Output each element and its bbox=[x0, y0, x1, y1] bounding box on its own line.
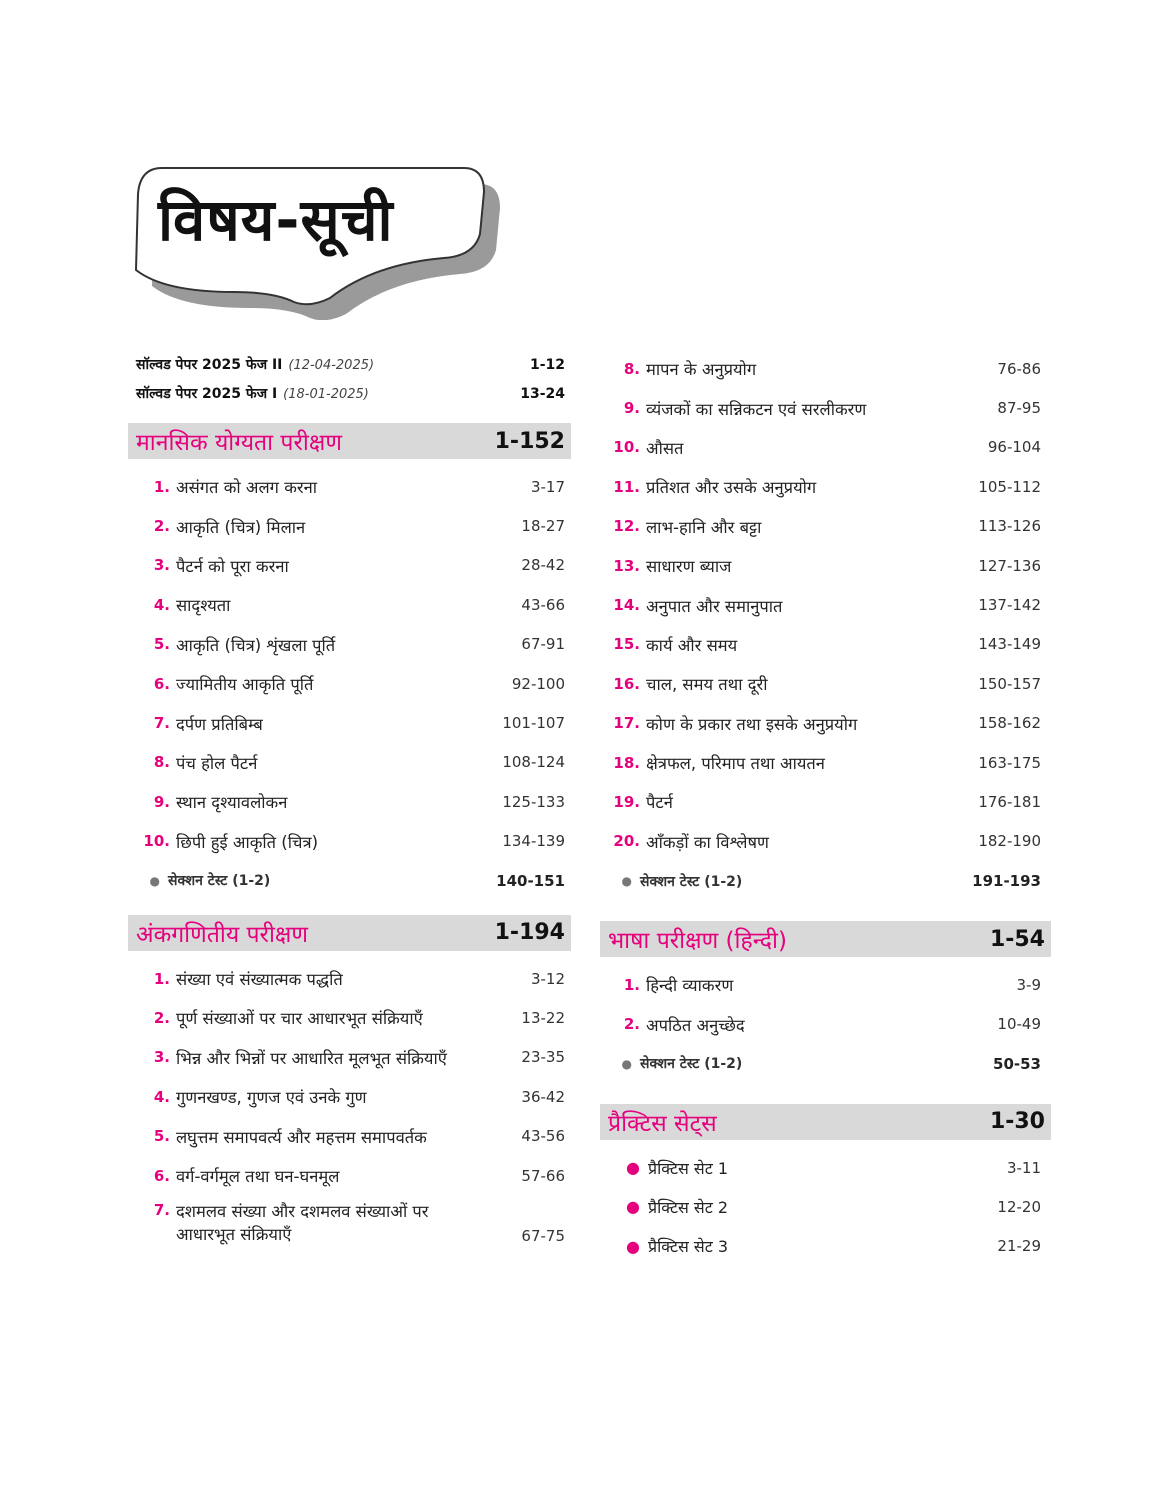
item-label: स्थान दृश्यावलोकन bbox=[176, 793, 288, 813]
solved-paper-pages: 13-24 bbox=[520, 386, 565, 402]
item-label: पैटर्न को पूरा करना bbox=[176, 556, 289, 576]
item-label: प्रतिशत और उसके अनुप्रयोग bbox=[646, 478, 817, 498]
item-number: 20. bbox=[613, 832, 640, 851]
item-pages: 140-151 bbox=[496, 871, 565, 890]
item-number: 11. bbox=[613, 477, 640, 496]
item-number: 18. bbox=[613, 753, 640, 772]
item-number: 10. bbox=[143, 832, 170, 851]
item-pages: 3-12 bbox=[530, 969, 565, 988]
toc-item[interactable] bbox=[600, 743, 1051, 782]
practice-list bbox=[600, 1148, 1051, 1266]
item-pages: 182-190 bbox=[978, 832, 1041, 851]
item-pages: 150-157 bbox=[978, 674, 1041, 693]
item-label: औसत bbox=[646, 438, 684, 458]
item-number: 7. bbox=[153, 714, 170, 733]
item-pages: 125-133 bbox=[502, 792, 565, 811]
toc-item[interactable] bbox=[600, 625, 1051, 664]
section-header-language[interactable] bbox=[600, 921, 1051, 957]
item-label: लघुत्तम समापवर्त्य और महत्तम समापवर्तक bbox=[176, 1127, 427, 1147]
left-column bbox=[128, 355, 571, 1249]
bullet-icon: ● bbox=[626, 1197, 640, 1217]
item-pages: 191-193 bbox=[972, 872, 1041, 891]
toc-item[interactable] bbox=[128, 1038, 571, 1077]
toc-item[interactable] bbox=[600, 467, 1051, 506]
toc-item[interactable] bbox=[128, 546, 571, 585]
toc-item[interactable] bbox=[128, 1195, 571, 1249]
item-number: 5. bbox=[153, 1127, 170, 1146]
item-pages: 108-124 bbox=[502, 753, 565, 772]
item-label bbox=[176, 1199, 521, 1245]
item-label: दर्पण प्रतिबिम्ब bbox=[176, 714, 263, 734]
section-header-mental[interactable] bbox=[128, 423, 571, 459]
item-number: 4. bbox=[153, 1087, 170, 1106]
item-label: अनुपात और समानुपात bbox=[646, 596, 783, 616]
item-pages: 10-49 bbox=[997, 1015, 1041, 1034]
item-label: ज्यामितीय आकृति पूर्ति bbox=[176, 675, 314, 695]
item-label: सेक्शन टेस्ट (1-2) bbox=[640, 873, 743, 890]
item-label: असंगत को अलग करना bbox=[176, 478, 318, 498]
item-number: 9. bbox=[153, 792, 170, 811]
item-label: प्रैक्टिस सेट 2 bbox=[648, 1197, 729, 1217]
item-number: 15. bbox=[613, 635, 640, 654]
item-label: प्रैक्टिस सेट 1 bbox=[648, 1158, 729, 1178]
item-pages: 3-11 bbox=[1006, 1158, 1041, 1177]
section-range: 1-152 bbox=[494, 428, 565, 454]
section-test-item[interactable] bbox=[128, 861, 571, 901]
item-label: अपठित अनुच्छेद bbox=[646, 1015, 745, 1035]
item-pages: 3-9 bbox=[1016, 975, 1041, 994]
toc-item[interactable] bbox=[128, 959, 571, 998]
item-label: भिन्न और भिन्नों पर आधारित मूलभूत संक्रियाएँ bbox=[176, 1048, 447, 1068]
item-pages: 23-35 bbox=[521, 1048, 565, 1067]
item-pages: 43-66 bbox=[521, 595, 565, 614]
toc-item[interactable] bbox=[600, 664, 1051, 703]
item-label: लाभ-हानि और बट्टा bbox=[646, 517, 762, 537]
item-number: 8. bbox=[153, 753, 170, 772]
toc-item[interactable] bbox=[600, 822, 1051, 861]
bullet-icon: ● bbox=[626, 1158, 640, 1178]
item-pages: 127-136 bbox=[978, 556, 1041, 575]
item-number: 1. bbox=[153, 969, 170, 988]
toc-item[interactable] bbox=[128, 506, 571, 545]
item-number: 7. bbox=[153, 1201, 170, 1220]
item-label: क्षेत्रफल, परिमाप तथा आयतन bbox=[646, 754, 825, 774]
toc-item[interactable] bbox=[128, 998, 571, 1037]
item-pages: 43-56 bbox=[521, 1127, 565, 1146]
item-number: 2. bbox=[153, 1008, 170, 1027]
bullet-icon: ● bbox=[621, 1056, 632, 1071]
item-label: सेक्शन टेस्ट (1-2) bbox=[168, 873, 271, 890]
item-label: पूर्ण संख्याओं पर चार आधारभूत संक्रियाएँ bbox=[176, 1009, 423, 1029]
item-pages: 67-75 bbox=[521, 1227, 565, 1246]
item-label: प्रैक्टिस सेट 3 bbox=[648, 1237, 729, 1257]
section-test-item[interactable] bbox=[600, 861, 1051, 901]
section-header-arith[interactable] bbox=[128, 915, 571, 951]
item-pages: 18-27 bbox=[521, 517, 565, 536]
toc-item[interactable] bbox=[128, 782, 571, 821]
item-pages: 143-149 bbox=[978, 635, 1041, 654]
item-pages: 92-100 bbox=[511, 674, 565, 693]
item-pages: 87-95 bbox=[997, 399, 1041, 418]
toc-item[interactable] bbox=[128, 467, 571, 506]
toc-item[interactable] bbox=[600, 782, 1051, 821]
item-number: 6. bbox=[153, 674, 170, 693]
section-range: 1-30 bbox=[989, 1109, 1045, 1135]
toc-item[interactable] bbox=[128, 585, 571, 624]
item-label: पैटर्न bbox=[646, 793, 673, 813]
bullet-icon: ● bbox=[149, 873, 160, 888]
toc-item[interactable] bbox=[128, 743, 571, 782]
section-range: 1-54 bbox=[989, 926, 1045, 952]
item-number: 8. bbox=[623, 359, 640, 378]
item-label: छिपी हुई आकृति (चित्र) bbox=[176, 832, 319, 852]
toc-item[interactable] bbox=[128, 822, 571, 861]
section-header-practice[interactable] bbox=[600, 1104, 1051, 1140]
toc-item[interactable] bbox=[128, 1116, 571, 1155]
item-label: कार्य और समय bbox=[646, 635, 738, 655]
toc-item[interactable] bbox=[128, 1156, 571, 1195]
item-label: मापन के अनुप्रयोग bbox=[646, 360, 757, 380]
item-label: वर्ग-वर्गमूल तथा घन-घनमूल bbox=[176, 1167, 340, 1187]
solved-paper-label: सॉल्वड पेपर 2025 फेज II bbox=[136, 357, 283, 373]
toc-item[interactable] bbox=[600, 546, 1051, 585]
toc-item[interactable] bbox=[128, 1077, 571, 1116]
item-pages: 50-53 bbox=[993, 1054, 1041, 1073]
language-list bbox=[600, 965, 1051, 1084]
toc-item[interactable] bbox=[600, 349, 1051, 388]
item-label-line2: आधारभूत संक्रियाएँ bbox=[176, 1225, 292, 1245]
practice-set-item[interactable] bbox=[600, 1148, 1051, 1187]
item-pages: 96-104 bbox=[987, 438, 1041, 457]
item-label: गुणनखण्ड, गुणज एवं उनके गुण bbox=[176, 1088, 367, 1108]
toc-item[interactable] bbox=[600, 585, 1051, 624]
toc-item[interactable] bbox=[600, 388, 1051, 427]
item-pages: 12-20 bbox=[997, 1197, 1041, 1216]
item-number: 1. bbox=[153, 477, 170, 496]
item-number: 19. bbox=[613, 792, 640, 811]
item-number: 3. bbox=[153, 1048, 170, 1067]
item-pages: 36-42 bbox=[521, 1087, 565, 1106]
item-label: पंच होल पैटर्न bbox=[176, 753, 258, 773]
item-label-line1: दशमलव संख्या और दशमलव संख्याओं पर bbox=[176, 1202, 429, 1222]
bullet-icon: ● bbox=[626, 1236, 640, 1256]
solved-paper-row[interactable] bbox=[128, 355, 571, 384]
solved-paper-date: (18-01-2025) bbox=[283, 387, 369, 402]
toc-item[interactable] bbox=[600, 1004, 1051, 1043]
item-number: 9. bbox=[623, 399, 640, 418]
toc-item[interactable] bbox=[600, 428, 1051, 467]
section-test-item[interactable] bbox=[600, 1044, 1051, 1084]
section-range: 1-194 bbox=[494, 920, 565, 946]
item-number: 14. bbox=[613, 596, 640, 615]
item-pages: 163-175 bbox=[978, 753, 1041, 772]
item-label: आँकड़ों का विश्लेषण bbox=[646, 832, 769, 852]
item-pages: 76-86 bbox=[997, 359, 1041, 378]
item-number: 17. bbox=[613, 714, 640, 733]
item-pages: 105-112 bbox=[978, 477, 1041, 496]
section-title: अंकगणितीय परीक्षण bbox=[136, 921, 309, 948]
item-label: कोण के प्रकार तथा इसके अनुप्रयोग bbox=[646, 714, 858, 734]
toc-item[interactable] bbox=[600, 507, 1051, 546]
right-column bbox=[600, 355, 1051, 1266]
section-title: प्रैक्टिस सेट्स bbox=[608, 1110, 717, 1137]
item-number: 3. bbox=[153, 556, 170, 575]
item-pages: 176-181 bbox=[978, 792, 1041, 811]
item-label: आकृति (चित्र) शृंखला पूर्ति bbox=[176, 635, 336, 655]
solved-paper-pages: 1-12 bbox=[529, 357, 565, 373]
item-label: संख्या एवं संख्यात्मक पद्धति bbox=[176, 970, 343, 990]
section-title: मानसिक योग्यता परीक्षण bbox=[136, 430, 342, 456]
solved-paper-label: सॉल्वड पेपर 2025 फेज I bbox=[136, 386, 278, 402]
item-number: 2. bbox=[153, 517, 170, 536]
item-label: सादृश्यता bbox=[176, 596, 231, 616]
item-pages: 158-162 bbox=[978, 714, 1041, 733]
item-number: 2. bbox=[623, 1015, 640, 1034]
item-number: 5. bbox=[153, 635, 170, 654]
item-pages: 134-139 bbox=[502, 832, 565, 851]
item-label: आकृति (चित्र) मिलान bbox=[176, 517, 306, 537]
item-number: 4. bbox=[153, 595, 170, 614]
item-number: 16. bbox=[613, 674, 640, 693]
toc-item[interactable] bbox=[600, 704, 1051, 743]
item-pages: 28-42 bbox=[521, 556, 565, 575]
practice-set-item[interactable] bbox=[600, 1227, 1051, 1266]
page-title: विषय-सूची bbox=[158, 186, 394, 254]
toc-item[interactable] bbox=[128, 703, 571, 742]
item-pages: 21-29 bbox=[997, 1237, 1041, 1256]
item-number: 13. bbox=[613, 556, 640, 575]
bullet-icon: ● bbox=[621, 874, 632, 889]
item-pages: 57-66 bbox=[521, 1166, 565, 1185]
item-label: साधारण ब्याज bbox=[646, 557, 732, 577]
item-pages: 67-91 bbox=[521, 635, 565, 654]
item-label: व्यंजकों का सन्निकटन एवं सरलीकरण bbox=[646, 399, 867, 419]
section-title: भाषा परीक्षण (हिन्दी) bbox=[608, 928, 787, 955]
item-pages: 101-107 bbox=[502, 714, 565, 733]
toc-item[interactable] bbox=[600, 965, 1051, 1004]
item-label: सेक्शन टेस्ट (1-2) bbox=[640, 1056, 743, 1073]
item-pages: 3-17 bbox=[530, 477, 565, 496]
item-label: चाल, समय तथा दूरी bbox=[646, 675, 768, 695]
arith-list-continued bbox=[600, 349, 1051, 901]
title-banner bbox=[132, 160, 502, 320]
toc-item[interactable] bbox=[128, 625, 571, 664]
item-number: 6. bbox=[153, 1166, 170, 1185]
item-number: 12. bbox=[613, 517, 640, 536]
item-label: हिन्दी व्याकरण bbox=[646, 976, 734, 996]
solved-paper-row[interactable] bbox=[128, 384, 571, 413]
item-pages: 137-142 bbox=[978, 596, 1041, 615]
item-pages: 13-22 bbox=[521, 1008, 565, 1027]
solved-paper-date: (12-04-2025) bbox=[288, 358, 375, 373]
item-number: 1. bbox=[623, 975, 640, 994]
practice-set-item[interactable] bbox=[600, 1187, 1051, 1226]
mental-list bbox=[128, 467, 571, 901]
item-pages: 113-126 bbox=[978, 517, 1041, 536]
toc-item[interactable] bbox=[128, 664, 571, 703]
arith-list bbox=[128, 959, 571, 1249]
item-number: 10. bbox=[613, 438, 640, 457]
